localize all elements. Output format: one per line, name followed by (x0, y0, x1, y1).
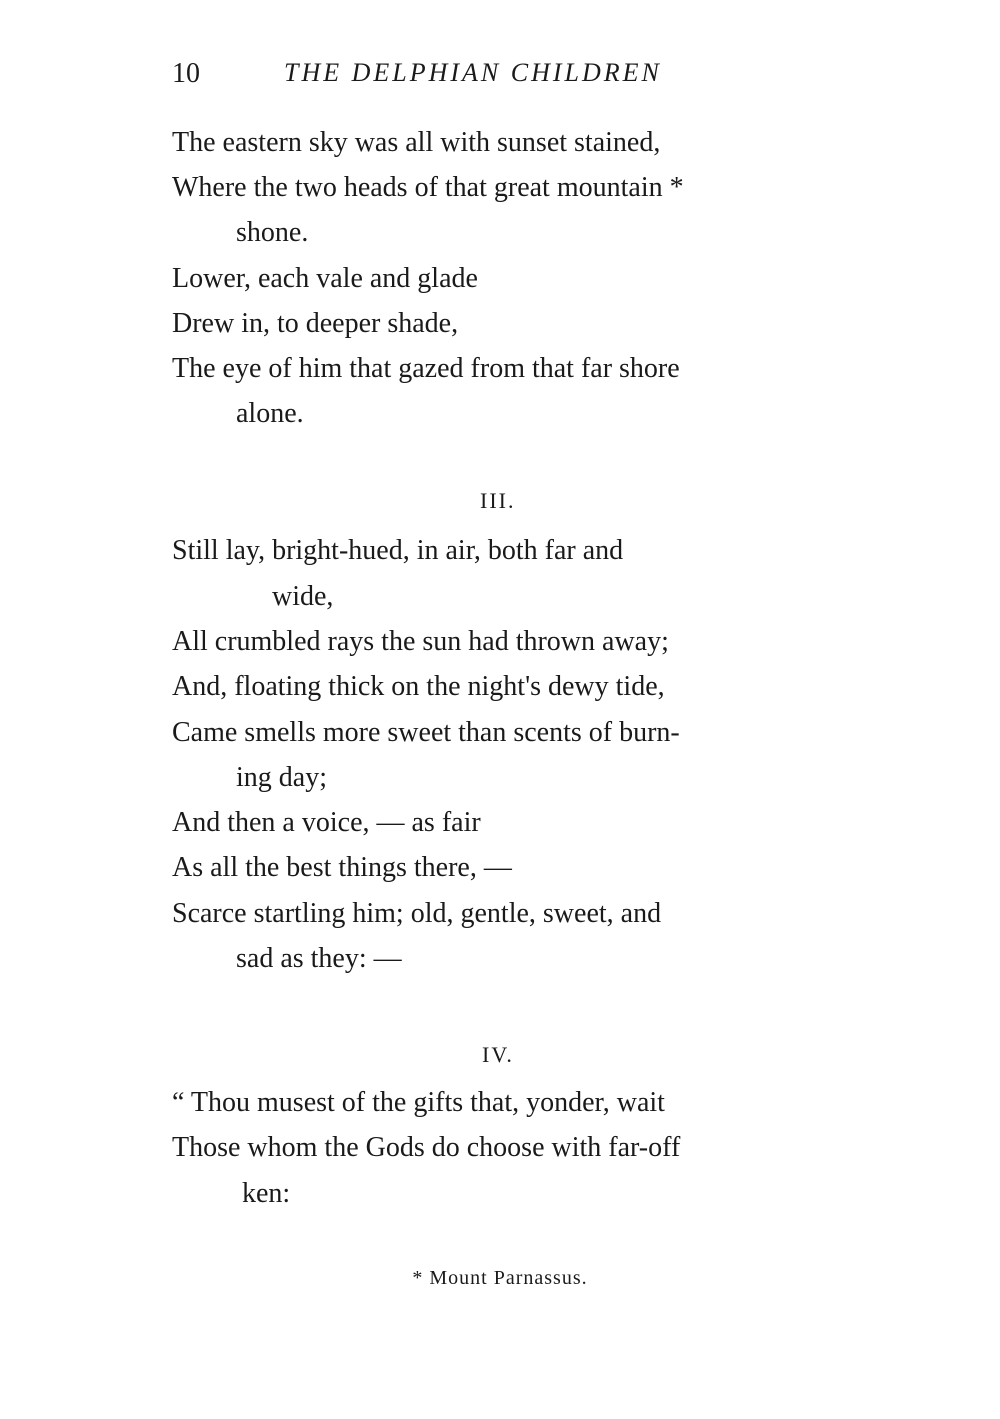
running-title: THE DELPHIAN CHILDREN (284, 58, 662, 87)
verse-line: Those whom the Gods do choose with far-off (172, 1132, 681, 1163)
verse-line: Came smells more sweet than scents of burn- (172, 717, 680, 748)
verse-line: Still lay, bright-hued, in air, both far and (172, 535, 624, 566)
verse-line: Scarce startling him; old, gentle, sweet, and (172, 898, 662, 929)
page-header (172, 58, 732, 92)
verse-line: The eastern sky was all with sunset stained, (172, 127, 661, 158)
verse-line: shone. (236, 217, 309, 248)
verse-line: sad as they: — (236, 943, 402, 974)
verse-line: And, floating thick on the night's dewy tide, (172, 671, 665, 702)
page-number: 10 (172, 58, 200, 89)
verse-line: ken: (242, 1178, 291, 1209)
verse-line: And then a voice, — as fair (172, 807, 481, 838)
verse-line: Drew in, to deeper shade, (172, 308, 459, 339)
stanza-4-numeral: IV. (482, 1042, 514, 1067)
stanza-3-numeral: III. (480, 488, 516, 513)
verse-line: Lower, each vale and glade (172, 263, 478, 294)
footnote: * Mount Parnassus. (412, 1267, 588, 1289)
verse-line: alone. (236, 398, 304, 429)
verse-line: The eye of him that gazed from that far shore (172, 353, 680, 384)
verse-line: wide, (272, 581, 334, 612)
verse-line: ing day; (236, 762, 327, 793)
verse-line: As all the best things there, — (172, 852, 512, 883)
verse-line: Where the two heads of that great mountain * (172, 172, 684, 203)
verse-line: “ Thou musest of the gifts that, yonder, wait (172, 1087, 665, 1118)
verse-line: All crumbled rays the sun had thrown away; (172, 626, 669, 657)
